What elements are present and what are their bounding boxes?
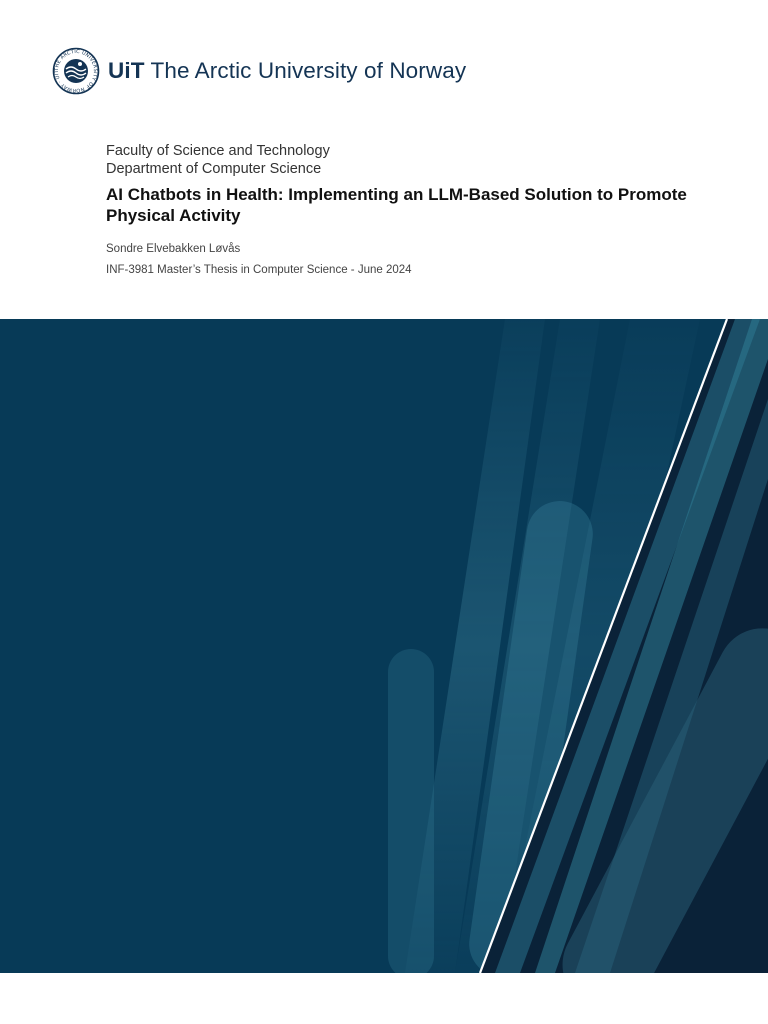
- thesis-title-block: [106, 142, 736, 278]
- university-full-name: The Arctic University of Norway: [150, 58, 467, 83]
- seal-ring-text: THE ARCTIC UNIVERSITY OF NORWAY · UIT: [53, 48, 99, 94]
- uit-seal-icon: [52, 47, 100, 95]
- university-short-name: UiT: [108, 58, 145, 83]
- university-name: [108, 58, 466, 84]
- cover-graphic: [0, 319, 768, 973]
- faculty-name: Faculty of Science and Technology: [106, 143, 330, 159]
- course-info: INF-3981 Master’s Thesis in Computer Science - June 2024: [106, 264, 412, 276]
- author-name: Sondre Elvebakken Løvås: [106, 243, 241, 255]
- university-header: [52, 46, 466, 96]
- department-name: Department of Computer Science: [106, 161, 322, 177]
- thesis-title: AI Chatbots in Health: Implementing an LLM-Based Solution to Promote Physical Activity: [106, 185, 687, 225]
